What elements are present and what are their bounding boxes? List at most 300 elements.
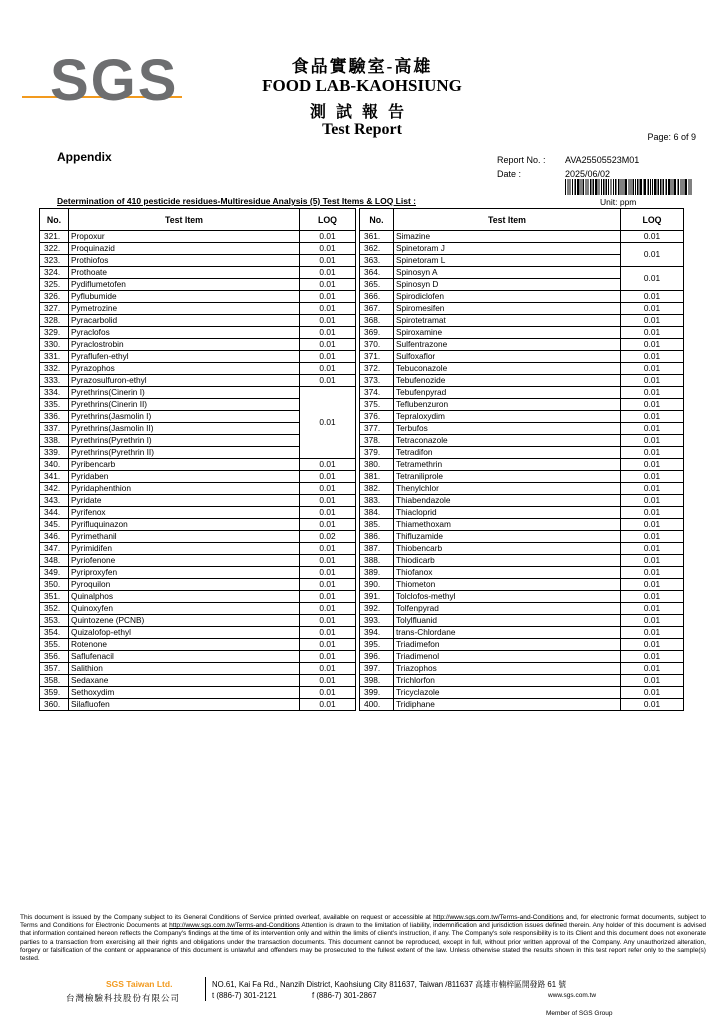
row-no: 367. xyxy=(360,303,394,315)
row-loq: 0.01 xyxy=(300,639,356,651)
row-test-item: Thenylchlor xyxy=(394,483,621,495)
table-row xyxy=(360,639,684,651)
row-loq: 0.01 xyxy=(621,303,684,315)
row-no: 382. xyxy=(360,483,394,495)
row-test-item: Triazophos xyxy=(394,663,621,675)
table-row xyxy=(360,507,684,519)
table-row xyxy=(40,291,356,303)
row-loq: 0.01 xyxy=(300,519,356,531)
row-no: 321. xyxy=(40,231,69,243)
section-title: Determination of 410 pesticide residues-Multiresidue Analysis (5) Test Items & LOQ List : xyxy=(57,196,416,206)
row-test-item: Thiabendazole xyxy=(394,495,621,507)
table-row xyxy=(40,471,356,483)
table-row xyxy=(40,483,356,495)
row-no: 357. xyxy=(40,663,69,675)
row-loq: 0.01 xyxy=(300,243,356,255)
table-row xyxy=(40,339,356,351)
row-no: 385. xyxy=(360,519,394,531)
row-loq: 0.01 xyxy=(300,627,356,639)
row-test-item: Simazine xyxy=(394,231,621,243)
member-note: Member of SGS Group xyxy=(546,1010,613,1017)
row-test-item: Trichlorfon xyxy=(394,675,621,687)
row-test-item: Thiofanox xyxy=(394,567,621,579)
row-loq: 0.01 xyxy=(621,495,684,507)
table-row xyxy=(40,687,356,699)
row-test-item: trans-Chlordane xyxy=(394,627,621,639)
row-test-item: Sethoxydim xyxy=(69,687,300,699)
row-test-item: Saflufenacil xyxy=(69,651,300,663)
table-row xyxy=(40,351,356,363)
row-test-item: Sulfoxaflor xyxy=(394,351,621,363)
col-no-header: No. xyxy=(360,209,394,231)
row-loq: 0.01 xyxy=(621,411,684,423)
row-test-item: Pydiflumetofen xyxy=(69,279,300,291)
row-test-item: Spinetoram J xyxy=(394,243,621,255)
row-loq: 0.01 xyxy=(621,243,684,267)
col-item-header: Test Item xyxy=(394,209,621,231)
table-row xyxy=(360,459,684,471)
row-no: 353. xyxy=(40,615,69,627)
row-no: 329. xyxy=(40,327,69,339)
row-test-item: Quinoxyfen xyxy=(69,603,300,615)
table-row xyxy=(360,399,684,411)
row-no: 379. xyxy=(360,447,394,459)
table-row xyxy=(360,363,684,375)
row-loq: 0.01 xyxy=(300,267,356,279)
row-loq: 0.01 xyxy=(300,231,356,243)
row-no: 397. xyxy=(360,663,394,675)
table-row xyxy=(360,339,684,351)
col-loq-header: LOQ xyxy=(621,209,684,231)
row-test-item: Silafluofen xyxy=(69,699,300,711)
row-loq: 0.01 xyxy=(300,303,356,315)
table-row xyxy=(40,519,356,531)
row-loq: 0.01 xyxy=(300,339,356,351)
table-row xyxy=(360,519,684,531)
row-loq: 0.01 xyxy=(300,507,356,519)
row-loq: 0.01 xyxy=(621,651,684,663)
row-test-item: Pyraflufen-ethyl xyxy=(69,351,300,363)
row-no: 326. xyxy=(40,291,69,303)
row-no: 372. xyxy=(360,363,394,375)
row-no: 347. xyxy=(40,543,69,555)
row-loq: 0.01 xyxy=(621,663,684,675)
table-row xyxy=(40,255,356,267)
row-test-item: Tebufenozide xyxy=(394,375,621,387)
row-no: 324. xyxy=(40,267,69,279)
row-no: 342. xyxy=(40,483,69,495)
table-row xyxy=(360,243,684,255)
row-test-item: Pymetrozine xyxy=(69,303,300,315)
table-row xyxy=(40,663,356,675)
lab-title-zh: 食品實驗室-高雄 xyxy=(291,57,433,76)
disclaimer-text-1: This document is issued by the Company subject to its General Conditions of Service printed overleaf, available on request or accessible at xyxy=(20,914,434,921)
row-loq: 0.01 xyxy=(621,579,684,591)
table-row xyxy=(360,663,684,675)
row-no: 398. xyxy=(360,675,394,687)
row-no: 400. xyxy=(360,699,394,711)
row-no: 327. xyxy=(40,303,69,315)
row-loq: 0.01 xyxy=(300,471,356,483)
row-loq: 0.01 xyxy=(621,687,684,699)
row-test-item: Pyrimethanil xyxy=(69,531,300,543)
row-loq: 0.01 xyxy=(621,351,684,363)
row-loq: 0.02 xyxy=(300,531,356,543)
row-no: 354. xyxy=(40,627,69,639)
row-test-item: Tolfenpyrad xyxy=(394,603,621,615)
table-row xyxy=(40,459,356,471)
report-title-zh: 測試報告 xyxy=(309,104,414,121)
row-loq: 0.01 xyxy=(300,351,356,363)
row-test-item: Propoxur xyxy=(69,231,300,243)
row-loq: 0.01 xyxy=(621,675,684,687)
report-title-en: Test Report xyxy=(322,121,402,138)
row-loq: 0.01 xyxy=(621,483,684,495)
row-no: 376. xyxy=(360,411,394,423)
table-row xyxy=(40,651,356,663)
row-no: 358. xyxy=(40,675,69,687)
row-test-item: Sulfentrazone xyxy=(394,339,621,351)
col-no-header: No. xyxy=(40,209,69,231)
row-test-item: Tolylfluanid xyxy=(394,615,621,627)
row-test-item: Thiometon xyxy=(394,579,621,591)
table-row xyxy=(40,675,356,687)
row-test-item: Spirotetramat xyxy=(394,315,621,327)
table-row xyxy=(360,411,684,423)
table-row xyxy=(40,591,356,603)
row-no: 359. xyxy=(40,687,69,699)
row-no: 364. xyxy=(360,267,394,279)
row-test-item: Pyrethrins(Cinerin I) xyxy=(69,387,300,399)
row-no: 340. xyxy=(40,459,69,471)
row-loq: 0.01 xyxy=(300,651,356,663)
row-test-item: Teflubenzuron xyxy=(394,399,621,411)
row-test-item: Pyrifenox xyxy=(69,507,300,519)
table-row xyxy=(360,591,684,603)
row-test-item: Tetradifon xyxy=(394,447,621,459)
row-no: 352. xyxy=(40,603,69,615)
row-loq: 0.01 xyxy=(621,363,684,375)
row-no: 375. xyxy=(360,399,394,411)
table-row xyxy=(360,387,684,399)
row-test-item: Pyrethrins(Pyrethrin II) xyxy=(69,447,300,459)
table-row xyxy=(360,555,684,567)
row-loq: 0.01 xyxy=(621,375,684,387)
company-name-zh: 台灣檢驗科技股份有限公司 xyxy=(66,993,181,1003)
row-test-item: Prothoate xyxy=(69,267,300,279)
row-no: 336. xyxy=(40,411,69,423)
table-row xyxy=(40,615,356,627)
row-no: 356. xyxy=(40,651,69,663)
company-name-en: SGS Taiwan Ltd. xyxy=(106,979,173,989)
company-address: NO.61, Kai Fa Rd., Nanzih District, Kaohsiung City 811637, Taiwan /811637 高雄市楠梓區開發路 61 號 xyxy=(212,980,567,989)
disclaimer xyxy=(20,914,706,963)
appendix-heading: Appendix xyxy=(57,150,112,164)
row-test-item: Triadimenol xyxy=(394,651,621,663)
table-row xyxy=(360,423,684,435)
row-loq: 0.01 xyxy=(621,699,684,711)
row-no: 362. xyxy=(360,243,394,255)
report-no-value: AVA25505523M01 xyxy=(565,155,640,165)
row-test-item: Rotenone xyxy=(69,639,300,651)
row-test-item: Pyridaphenthion xyxy=(69,483,300,495)
row-no: 348. xyxy=(40,555,69,567)
row-loq: 0.01 xyxy=(300,255,356,267)
row-test-item: Pyrethrins(Jasmolin I) xyxy=(69,411,300,423)
row-no: 346. xyxy=(40,531,69,543)
row-test-item: Pyrethrins(Cinerin II) xyxy=(69,399,300,411)
row-test-item: Tridiphane xyxy=(394,699,621,711)
table-row xyxy=(40,279,356,291)
row-no: 322. xyxy=(40,243,69,255)
table-row xyxy=(360,627,684,639)
row-test-item: Pyriproxyfen xyxy=(69,567,300,579)
table-row xyxy=(40,507,356,519)
row-loq: 0.01 xyxy=(621,471,684,483)
row-no: 355. xyxy=(40,639,69,651)
row-test-item: Sedaxane xyxy=(69,675,300,687)
row-loq: 0.01 xyxy=(300,483,356,495)
table-row xyxy=(40,315,356,327)
row-no: 360. xyxy=(40,699,69,711)
row-no: 393. xyxy=(360,615,394,627)
row-no: 328. xyxy=(40,315,69,327)
row-loq: 0.01 xyxy=(621,231,684,243)
row-no: 343. xyxy=(40,495,69,507)
row-test-item: Spirodiclofen xyxy=(394,291,621,303)
table-row xyxy=(40,495,356,507)
row-no: 373. xyxy=(360,375,394,387)
row-loq: 0.01 xyxy=(621,399,684,411)
row-test-item: Pyrethrins(Pyrethrin I) xyxy=(69,435,300,447)
row-test-item: Spinosyn D xyxy=(394,279,621,291)
row-no: 386. xyxy=(360,531,394,543)
terms-link-1[interactable]: http://www.sgs.com.tw/Terms-and-Conditions xyxy=(433,914,564,921)
table-row xyxy=(40,531,356,543)
row-test-item: Proquinazid xyxy=(69,243,300,255)
row-no: 396. xyxy=(360,651,394,663)
row-test-item: Pyribencarb xyxy=(69,459,300,471)
table-row xyxy=(360,327,684,339)
row-test-item: Tetramethrin xyxy=(394,459,621,471)
row-no: 371. xyxy=(360,351,394,363)
row-test-item: Pyracarbolid xyxy=(69,315,300,327)
row-no: 350. xyxy=(40,579,69,591)
row-test-item: Thiamethoxam xyxy=(394,519,621,531)
unit-label: Unit: ppm xyxy=(600,197,637,207)
table-row xyxy=(360,315,684,327)
row-test-item: Thiobencarb xyxy=(394,543,621,555)
table-row xyxy=(40,363,356,375)
row-test-item: Pyrazosulfuron-ethyl xyxy=(69,375,300,387)
lab-title-en: FOOD LAB-KAOHSIUNG xyxy=(262,76,462,95)
row-loq: 0.01 xyxy=(621,519,684,531)
table-row xyxy=(40,267,356,279)
row-loq: 0.01 xyxy=(621,327,684,339)
row-test-item: Tebufenpyrad xyxy=(394,387,621,399)
row-loq: 0.01 xyxy=(621,603,684,615)
row-test-item: Quintozene (PCNB) xyxy=(69,615,300,627)
loq-table-right xyxy=(359,208,684,711)
row-loq: 0.01 xyxy=(621,627,684,639)
row-test-item: Pyriofenone xyxy=(69,555,300,567)
row-loq: 0.01 xyxy=(300,495,356,507)
row-test-item: Tepraloxydim xyxy=(394,411,621,423)
row-no: 330. xyxy=(40,339,69,351)
row-test-item: Pyrimidifen xyxy=(69,543,300,555)
row-loq: 0.01 xyxy=(300,591,356,603)
table-row xyxy=(360,543,684,555)
row-test-item: Pyrifluquinazon xyxy=(69,519,300,531)
row-loq: 0.01 xyxy=(300,675,356,687)
table-row xyxy=(360,351,684,363)
row-test-item: Salithion xyxy=(69,663,300,675)
row-no: 378. xyxy=(360,435,394,447)
date-value: 2025/06/02 xyxy=(565,169,611,179)
barcode xyxy=(565,179,692,195)
row-no: 341. xyxy=(40,471,69,483)
table-row xyxy=(360,303,684,315)
row-loq: 0.01 xyxy=(621,567,684,579)
row-no: 351. xyxy=(40,591,69,603)
row-test-item: Spiromesifen xyxy=(394,303,621,315)
table-row xyxy=(360,603,684,615)
row-loq: 0.01 xyxy=(300,543,356,555)
table-row xyxy=(40,243,356,255)
table-row xyxy=(40,639,356,651)
row-test-item: Pyflubumide xyxy=(69,291,300,303)
row-loq: 0.01 xyxy=(621,387,684,399)
row-no: 377. xyxy=(360,423,394,435)
table-row xyxy=(40,579,356,591)
row-test-item: Pyroquilon xyxy=(69,579,300,591)
row-loq: 0.01 xyxy=(621,615,684,627)
table-row xyxy=(40,699,356,711)
row-no: 391. xyxy=(360,591,394,603)
row-no: 387. xyxy=(360,543,394,555)
row-no: 334. xyxy=(40,387,69,399)
disclaimer-text-2: and, for electronic format documents, subject to Terms and Conditions for Electronic Documents at xyxy=(20,914,706,930)
row-loq: 0.01 xyxy=(300,363,356,375)
row-loq: 0.01 xyxy=(621,339,684,351)
row-no: 339. xyxy=(40,447,69,459)
row-no: 392. xyxy=(360,603,394,615)
row-no: 394. xyxy=(360,627,394,639)
table-row xyxy=(360,699,684,711)
row-loq: 0.01 xyxy=(621,531,684,543)
row-no: 344. xyxy=(40,507,69,519)
table-row xyxy=(40,543,356,555)
table-row xyxy=(40,387,356,399)
row-loq: 0.01 xyxy=(621,555,684,567)
loq-table-left xyxy=(39,208,356,711)
col-loq-header: LOQ xyxy=(300,209,356,231)
page-number: Page: 6 of 9 xyxy=(647,132,696,142)
footer-divider xyxy=(205,977,206,1001)
row-no: 369. xyxy=(360,327,394,339)
row-no: 325. xyxy=(40,279,69,291)
table-row xyxy=(40,231,356,243)
row-no: 380. xyxy=(360,459,394,471)
row-test-item: Pyraclostrobin xyxy=(69,339,300,351)
table-row xyxy=(360,447,684,459)
row-no: 381. xyxy=(360,471,394,483)
row-loq: 0.01 xyxy=(621,291,684,303)
row-loq: 0.01 xyxy=(300,327,356,339)
row-test-item: Pyrethrins(Jasmolin II) xyxy=(69,423,300,435)
row-no: 388. xyxy=(360,555,394,567)
row-no: 374. xyxy=(360,387,394,399)
row-test-item: Pyraclofos xyxy=(69,327,300,339)
row-loq: 0.01 xyxy=(300,567,356,579)
table-row xyxy=(40,375,356,387)
row-no: 338. xyxy=(40,435,69,447)
row-no: 383. xyxy=(360,495,394,507)
col-item-header: Test Item xyxy=(69,209,300,231)
row-loq: 0.01 xyxy=(300,699,356,711)
row-loq: 0.01 xyxy=(300,387,356,459)
table-row xyxy=(40,555,356,567)
row-test-item: Pyrazophos xyxy=(69,363,300,375)
terms-link-2[interactable]: http://www.sgs.com.tw/Terms-and-Conditions xyxy=(169,922,300,930)
row-loq: 0.01 xyxy=(621,447,684,459)
row-no: 390. xyxy=(360,579,394,591)
table-row xyxy=(40,627,356,639)
row-test-item: Prothiofos xyxy=(69,255,300,267)
row-loq: 0.01 xyxy=(300,291,356,303)
row-no: 395. xyxy=(360,639,394,651)
row-loq: 0.01 xyxy=(300,375,356,387)
row-test-item: Spinosyn A xyxy=(394,267,621,279)
row-test-item: Pyridate xyxy=(69,495,300,507)
company-website[interactable]: www.sgs.com.tw xyxy=(548,992,597,999)
row-no: 337. xyxy=(40,423,69,435)
table-row xyxy=(360,291,684,303)
table-row xyxy=(360,675,684,687)
table-row xyxy=(40,567,356,579)
row-loq: 0.01 xyxy=(300,663,356,675)
row-test-item: Tebuconazole xyxy=(394,363,621,375)
row-test-item: Tricyclazole xyxy=(394,687,621,699)
row-no: 384. xyxy=(360,507,394,519)
table-row xyxy=(360,615,684,627)
row-no: 349. xyxy=(40,567,69,579)
row-test-item: Quinalphos xyxy=(69,591,300,603)
table-row xyxy=(360,531,684,543)
row-no: 345. xyxy=(40,519,69,531)
row-loq: 0.01 xyxy=(300,279,356,291)
row-no: 399. xyxy=(360,687,394,699)
table-row xyxy=(360,435,684,447)
disclaimer-text-3: Attention is drawn to the limitation of liability, indemnification and jurisdiction issues defined therein. Any holder of this document is advised that information contained hereon reflects the Company's findings at the time of its intervention only and within the limits of client's instruction, if any. The Company's sole responsibility is to its Client and this document does not exonerate parties to a transaction from exercising all their rights and obligations under the transaction documents. This document cannot be reproduced, except in full, without prior written approval of the Company. Any unauthorized alteration, forgery or falsification of the content or appearance of this document is unlawful and offenders may be prosecuted to the fullest extent of the law. Unless otherwise stated the results shown in this test report refer only to the sample(s) tested. xyxy=(20,922,707,963)
table-row xyxy=(360,267,684,279)
row-loq: 0.01 xyxy=(621,591,684,603)
row-loq: 0.01 xyxy=(621,543,684,555)
row-loq: 0.01 xyxy=(300,603,356,615)
row-loq: 0.01 xyxy=(621,267,684,291)
company-tel: t (886-7) 301-2121 xyxy=(212,991,277,1000)
table-row xyxy=(360,375,684,387)
table-row xyxy=(40,303,356,315)
logo-text: SGS xyxy=(50,48,179,113)
row-no: 366. xyxy=(360,291,394,303)
row-loq: 0.01 xyxy=(621,435,684,447)
row-loq: 0.01 xyxy=(621,639,684,651)
row-no: 335. xyxy=(40,399,69,411)
table-row xyxy=(360,651,684,663)
row-loq: 0.01 xyxy=(621,423,684,435)
table-row xyxy=(360,231,684,243)
